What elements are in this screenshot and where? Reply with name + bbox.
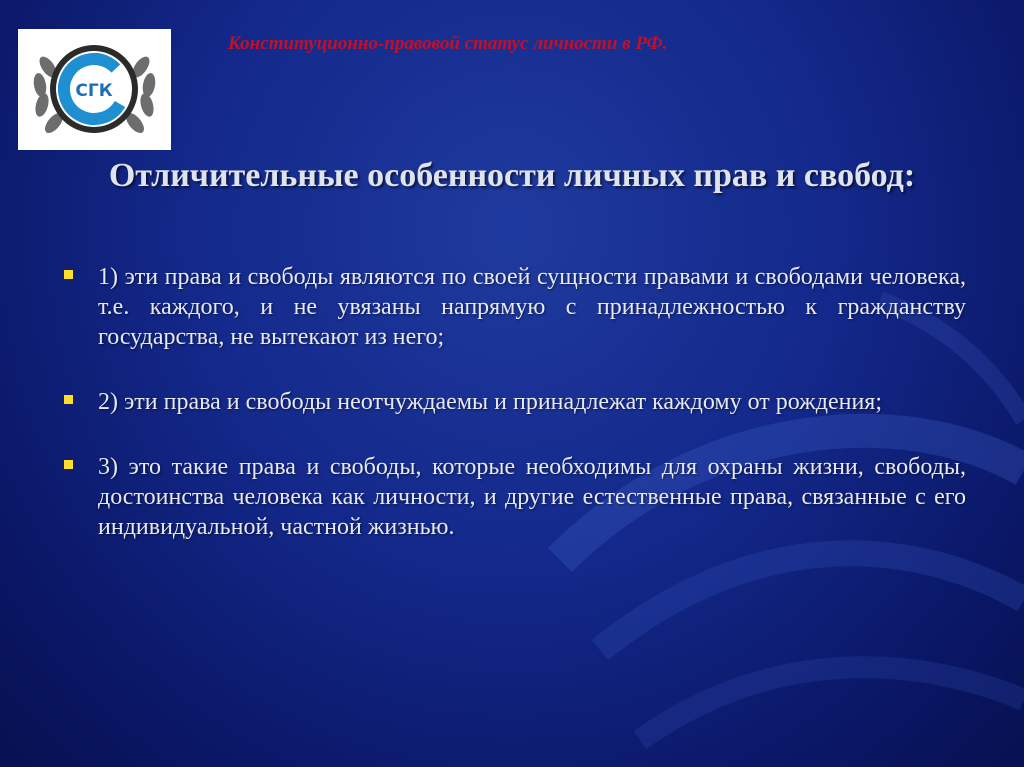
emblem-lettering: СГК (75, 81, 113, 101)
bullet-square-icon (64, 270, 73, 279)
bullet-item-1 (60, 262, 966, 352)
bullet-item-2 (60, 387, 966, 417)
emblem-logo (18, 29, 171, 150)
slide-title: Отличительные особенности личных прав и свобод: (108, 157, 916, 194)
bullet-list (60, 262, 966, 542)
bullet-square-icon (64, 395, 73, 404)
bullet-square-icon (64, 460, 73, 469)
bullet-text-3: 3) это такие права и свободы, которые необходимы для охраны жизни, свободы, достоинства человека как личности, и другие естественные права, связанные с его индивидуальной, частной жизнью. (98, 454, 966, 540)
header-subtitle: Конституционно-правовой статус личности в РФ. (228, 33, 668, 54)
bullet-item-3 (60, 452, 966, 542)
bullet-text-1: 1) эти права и свободы являются по своей сущности правами и свободами человека, т.е. каждого, и не увязаны напрямую с принадлежностью к гражданству государства, не вытекают из него; (98, 264, 966, 350)
emblem-icon (18, 29, 171, 150)
bullet-text-2: 2) эти права и свободы неотчуждаемы и принадлежат каждому от рождения; (98, 389, 882, 415)
